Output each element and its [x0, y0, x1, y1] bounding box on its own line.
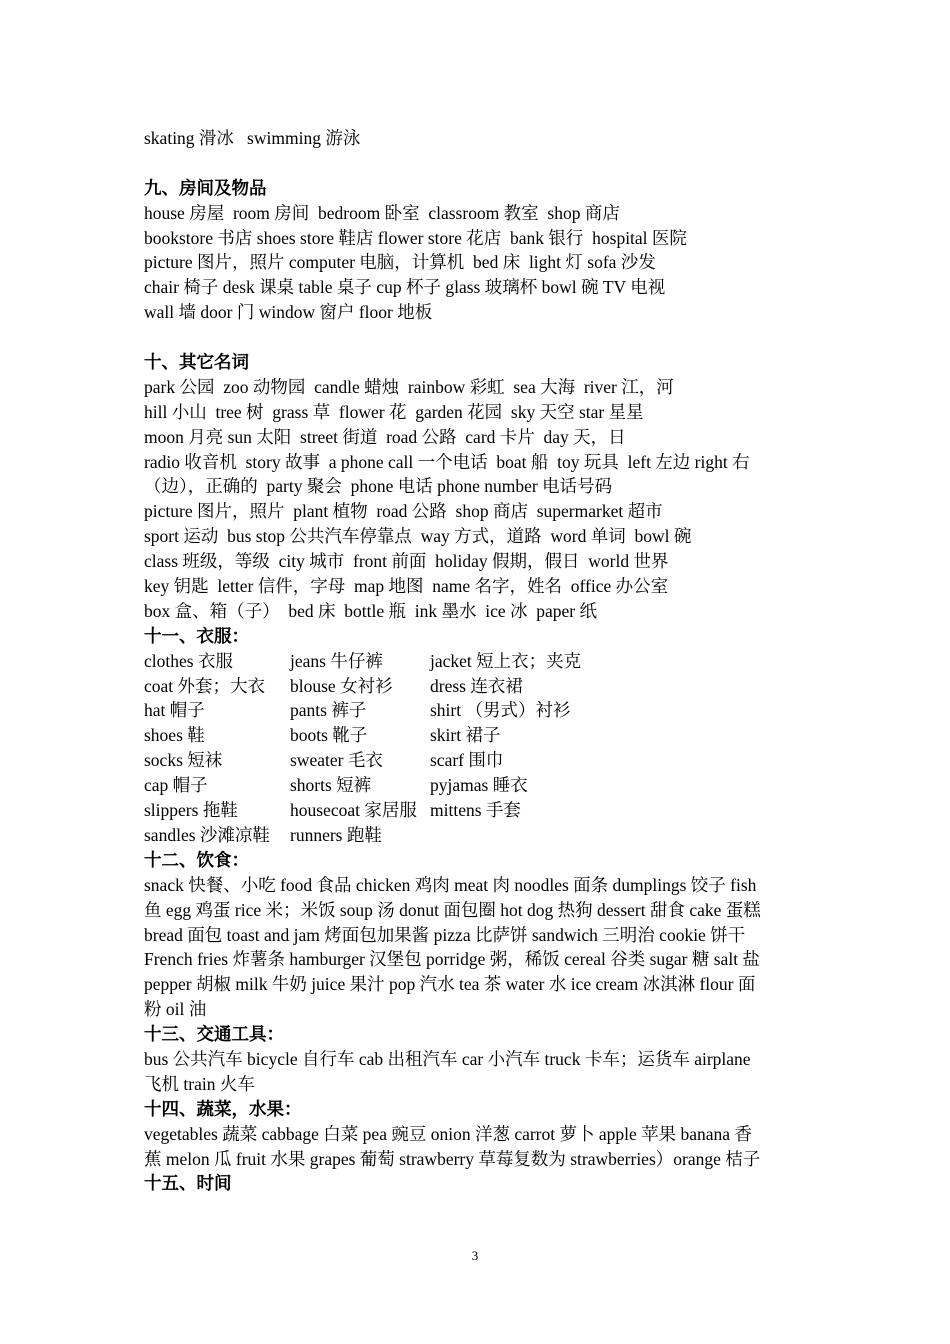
- text-line: sport 运动 bus stop 公共汽车停靠点 way 方式，道路 word 单词 bowl 碗: [144, 526, 692, 547]
- clothes-item: cap 帽子: [144, 775, 208, 796]
- text-line: 蕉 melon 瓜 fruit 水果 grapes 葡萄 strawberry 草莓复数为 strawberries）orange 桔子: [144, 1148, 761, 1169]
- clothes-item: shoes 鞋: [144, 725, 205, 746]
- clothes-item: sandles 沙滩凉鞋: [144, 824, 270, 845]
- section-heading: 十、其它名词: [144, 352, 249, 373]
- section-heading: 十一、衣服：: [144, 625, 249, 646]
- section-heading: 九、房间及物品: [144, 177, 267, 198]
- text-line: hill 小山 tree 树 grass 草 flower 花 garden 花园 sky 天空 star 星星: [144, 401, 644, 422]
- clothes-item: boots 靴子: [290, 725, 368, 746]
- text-line: moon 月亮 sun 太阳 street 街道 road 公路 card 卡片 day 天，日: [144, 426, 626, 447]
- text-line: French fries 炸薯条 hamburger 汉堡包 porridge 粥，稀饭 cereal 谷类 sugar 糖 salt 盐: [144, 949, 760, 970]
- clothes-item: pyjamas 睡衣: [430, 775, 528, 796]
- text-line: class 班级，等级 city 城市 front 前面 holiday 假期，假日 world 世界: [144, 551, 669, 572]
- text-line: bread 面包 toast and jam 烤面包加果酱 pizza 比萨饼 sandwich 三明治 cookie 饼干: [144, 924, 746, 945]
- clothes-row: [144, 748, 814, 773]
- clothes-item: jeans 牛仔裤: [290, 650, 383, 671]
- clothes-item: blouse 女衬衫: [290, 675, 393, 696]
- document-page: [144, 126, 814, 1196]
- text-line: picture 图片，照片 plant 植物 road 公路 shop 商店 supermarket 超市: [144, 501, 663, 522]
- clothes-item: hat 帽子: [144, 700, 205, 721]
- clothes-item: pants 裤子: [290, 700, 367, 721]
- text-line: 飞机 train 火车: [144, 1073, 255, 1094]
- clothes-item: mittens 手套: [430, 800, 521, 821]
- section-heading: 十四、蔬菜，水果：: [144, 1098, 302, 1119]
- clothes-item: jacket 短上衣；夹克: [430, 650, 582, 671]
- clothes-row: [144, 723, 814, 748]
- text-line: bus 公共汽车 bicycle 自行车 cab 出租汽车 car 小汽车 truck 卡车；运货车 airplane: [144, 1048, 751, 1069]
- text-line: key 钥匙 letter 信件，字母 map 地图 name 名字，姓名 office 办公室: [144, 576, 669, 597]
- text-line: pepper 胡椒 milk 牛奶 juice 果汁 pop 汽水 tea 茶 water 水 ice cream 冰淇淋 flour 面: [144, 974, 756, 995]
- text-line: park 公园 zoo 动物园 candle 蜡烛 rainbow 彩虹 sea 大海 river 江，河: [144, 376, 674, 397]
- text-line: 鱼 egg 鸡蛋 rice 米；米饭 soup 汤 donut 面包圈 hot dog 热狗 dessert 甜食 cake 蛋糕: [144, 899, 761, 920]
- page-number: 3: [471, 1248, 479, 1263]
- text-line: box 盒、箱（子） bed 床 bottle 瓶 ink 墨水 ice 冰 paper 纸: [144, 600, 597, 621]
- text-line: skating 滑冰 swimming 游泳: [144, 128, 361, 148]
- text-line: vegetables 蔬菜 cabbage 白菜 pea 豌豆 onion 洋葱 carrot 萝卜 apple 苹果 banana 香: [144, 1123, 752, 1144]
- clothes-row: [144, 773, 814, 798]
- text-line: wall 墙 door 门 window 窗户 floor 地板: [144, 302, 433, 323]
- clothes-item: coat 外套；大衣: [144, 675, 266, 696]
- clothes-item: runners 跑鞋: [290, 824, 382, 845]
- clothes-row: [144, 698, 814, 723]
- section-heading: 十三、交通工具：: [144, 1024, 284, 1045]
- clothes-row: [144, 823, 814, 848]
- text-line: bookstore 书店 shoes store 鞋店 flower store 花店 bank 银行 hospital 医院: [144, 227, 687, 248]
- text-line: snack 快餐、小吃 food 食品 chicken 鸡肉 meat 肉 noodles 面条 dumplings 饺子 fish: [144, 874, 757, 895]
- clothes-item: socks 短袜: [144, 750, 223, 771]
- text-line: 粉 oil 油: [144, 999, 207, 1020]
- clothes-item: shorts 短裤: [290, 775, 372, 796]
- clothes-item: skirt 裙子: [430, 725, 501, 746]
- clothes-item: shirt （男式）衬衫: [430, 700, 571, 721]
- text-line: radio 收音机 story 故事 a phone call 一个电话 boat 船 toy 玩具 left 左边 right 右: [144, 451, 750, 472]
- clothes-item: scarf 围巾: [430, 750, 504, 771]
- clothes-item: sweater 毛衣: [290, 750, 383, 771]
- clothes-item: slippers 拖鞋: [144, 800, 238, 821]
- section-heading: 十五、时间: [144, 1173, 232, 1194]
- text-line: chair 椅子 desk 课桌 table 桌子 cup 杯子 glass 玻璃杯 bowl 碗 TV 电视: [144, 277, 666, 298]
- text-line: house 房屋 room 房间 bedroom 卧室 classroom 教室 shop 商店: [144, 202, 620, 223]
- text-line: （边），正确的 party 聚会 phone 电话 phone number 电话号码: [144, 476, 613, 497]
- blank-line: [144, 325, 814, 350]
- clothes-row: [144, 649, 814, 674]
- clothes-item: housecoat 家居服: [290, 800, 417, 821]
- blank-line: [144, 151, 814, 176]
- text-line: picture 图片，照片 computer 电脑，计算机 bed 床 light 灯 sofa 沙发: [144, 252, 656, 273]
- clothes-row: [144, 798, 814, 823]
- clothes-item: dress 连衣裙: [430, 675, 523, 696]
- clothes-item: clothes 衣服: [144, 650, 233, 671]
- section-heading: 十二、饮食：: [144, 849, 249, 870]
- clothes-row: [144, 674, 814, 699]
